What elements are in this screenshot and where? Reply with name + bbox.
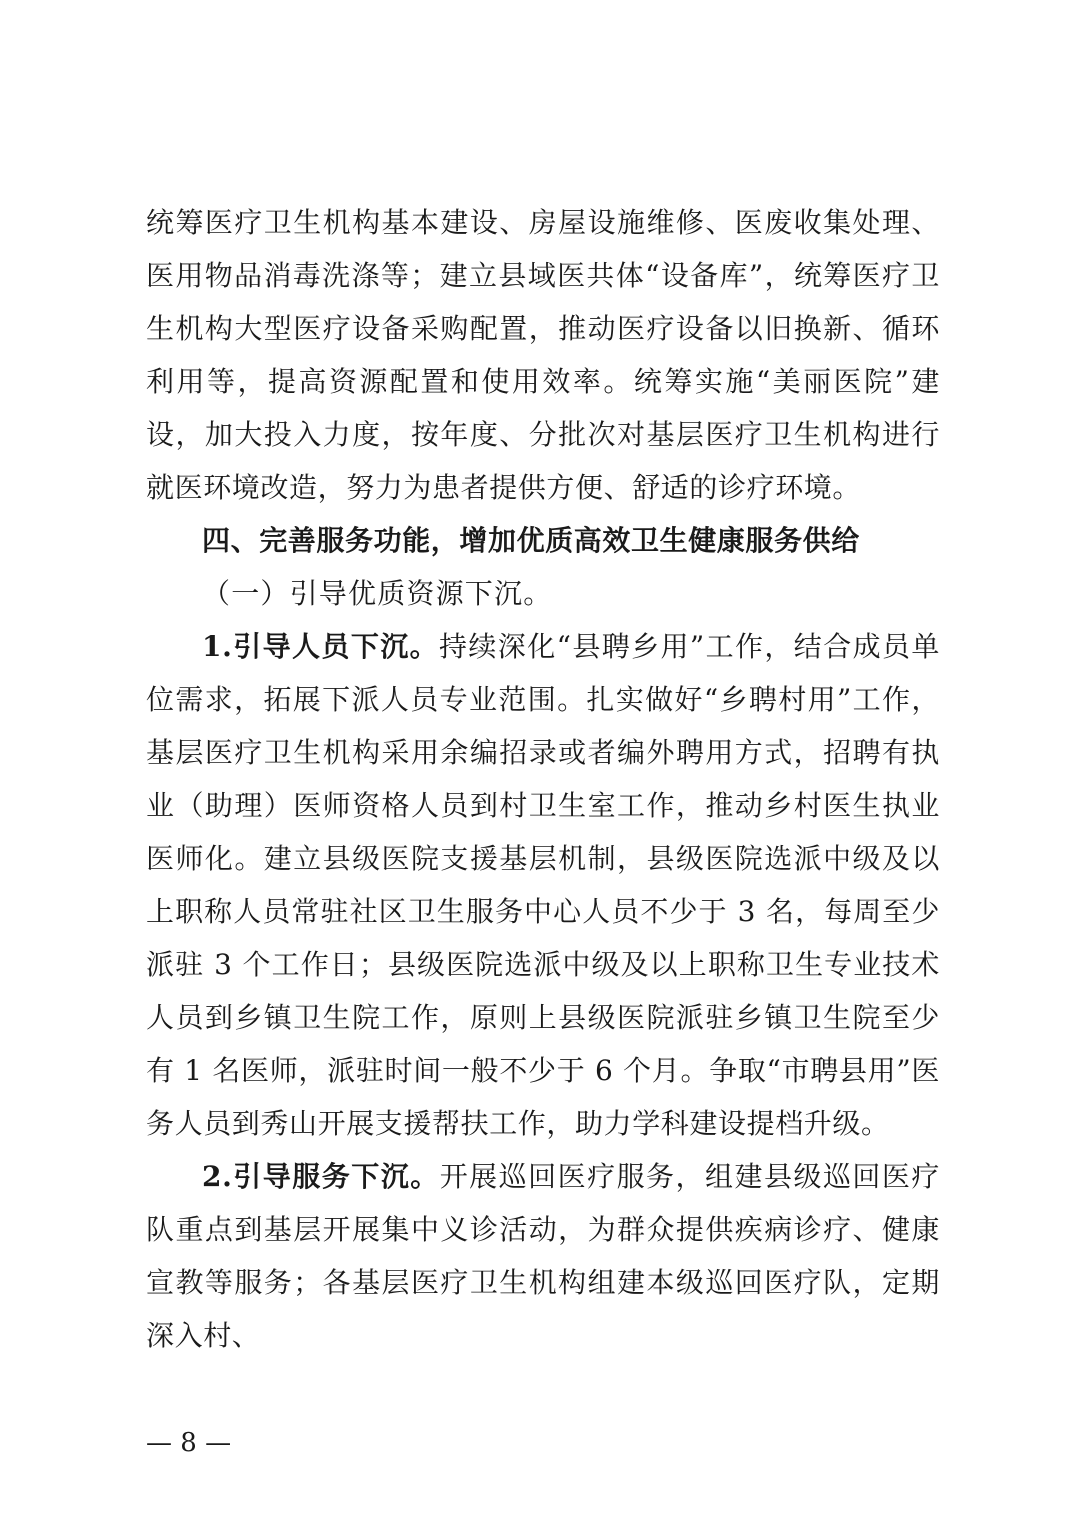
subsection-heading: （一）引导优质资源下沉。 <box>202 577 553 610</box>
section-heading: 四、完善服务功能，增加优质高效卫生健康服务供给 <box>202 524 860 557</box>
item-1-lead: 1.引导人员下沉。 <box>202 630 440 663</box>
item-1-body: 持续深化“县聘乡用”工作，结合成员单位需求，拓展下派人员专业范围。扎实做好“乡聘村用”工作，基层医疗卫生机构采用余编招录或者编外聘用方式，招聘有执业（助理）医师资格人员到村卫生室工作，推动乡村医生执业医师化。建立县级医院支援基层机制，县级医院选派中级及以上职称人员常驻社区卫生服务中心人员不少于 3 名，每周至少派驻 3 个工作日；县级医院选派中级及以上职称卫生专业技术人员到乡镇卫生院工作，原则上县级医院派驻乡镇卫生院至少有 1 名医师，派驻时间一般不少于 6 个月。争取“市聘县用”医务人员到秀山开展支援帮扶工作，助力学科建设提档升级。 <box>146 630 940 1140</box>
item-2-paragraph <box>146 1150 940 1362</box>
continuation-paragraph: 统筹医疗卫生机构基本建设、房屋设施维修、医废收集处理、医用物品消毒洗涤等；建立县域医共体“设备库”，统筹医疗卫生机构大型医疗设备采购配置，推动医疗设备以旧换新、循环利用等，提高资源配置和使用效率。统筹实施“美丽医院”建设，加大投入力度，按年度、分批次对基层医疗卫生机构进行就医环境改造，努力为患者提供方便、舒适的诊疗环境。 <box>146 206 940 504</box>
document-body <box>146 196 940 1362</box>
item-2-lead: 2.引导服务下沉。 <box>202 1160 440 1193</box>
page-number: — 8 — <box>146 1428 232 1458</box>
item-1-paragraph <box>146 620 940 1150</box>
item-2-body: 开展巡回医疗服务，组建县级巡回医疗队重点到基层开展集中义诊活动，为群众提供疾病诊疗、健康宣教等服务；各基层医疗卫生机构组建本级巡回医疗队，定期深入村、 <box>146 1160 940 1352</box>
